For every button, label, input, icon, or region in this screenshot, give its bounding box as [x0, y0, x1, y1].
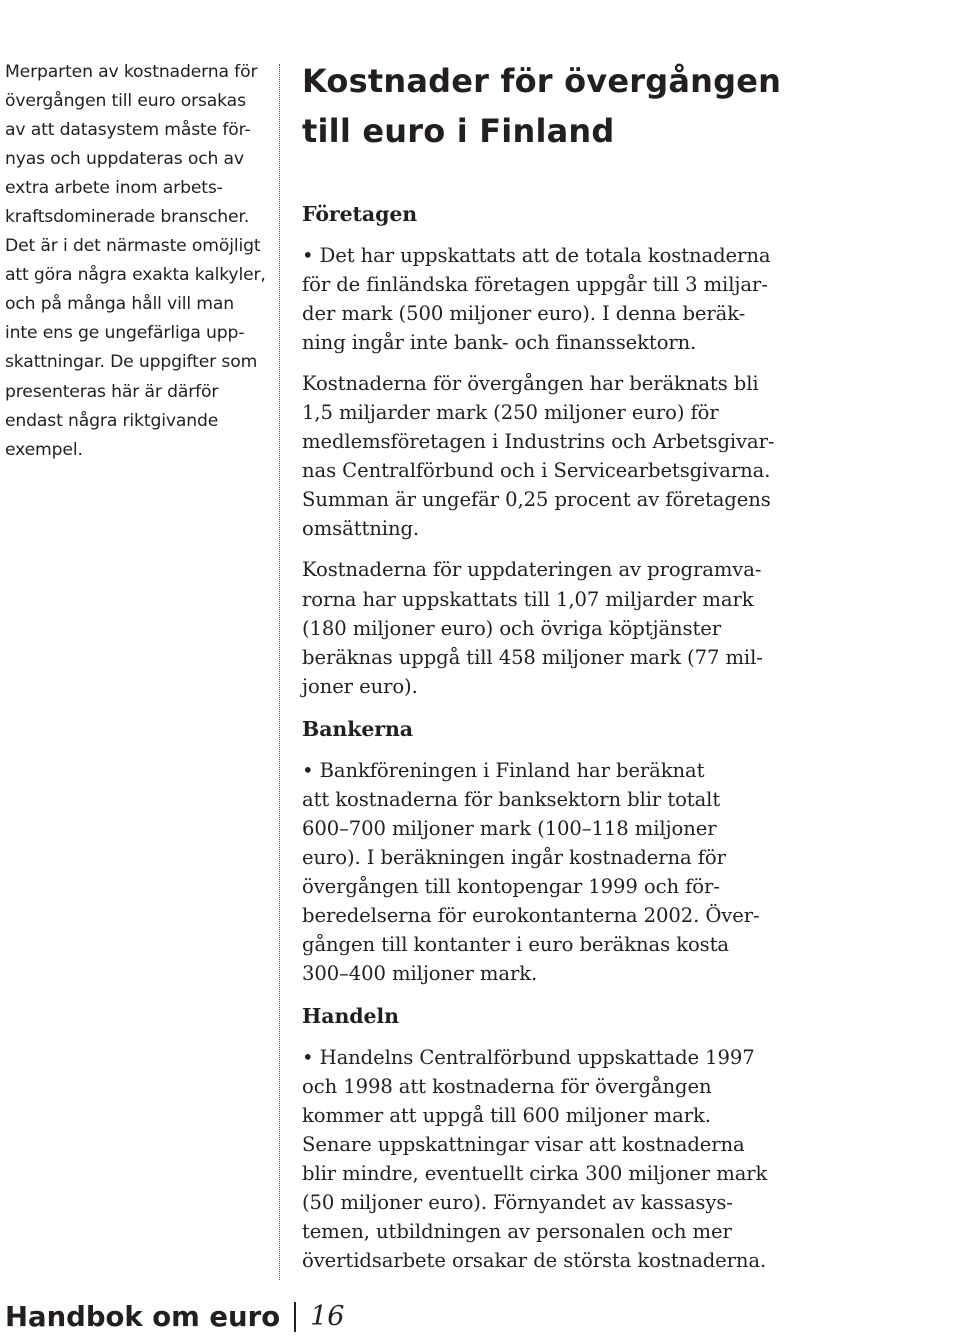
paragraph — [302, 369, 862, 543]
text-line: (50 miljoner euro). Förnyandet av kassasys- — [302, 1191, 733, 1215]
text-line: der mark (500 miljoner euro). I denna beräk- — [302, 302, 746, 326]
text-line: • Det har uppskattats att de totala kostnaderna — [302, 244, 771, 267]
page-footer — [5, 1297, 344, 1337]
text-line: kommer att uppgå till 600 miljoner mark. — [302, 1104, 711, 1128]
text-line: beräknas uppgå till 458 miljoner mark (77 mil- — [302, 645, 763, 669]
sidebar-line: presenteras här är därför — [5, 381, 219, 402]
title-line: Kostnader för övergången — [302, 62, 782, 100]
text-line: rorna har uppskattats till 1,07 miljarder mark — [302, 587, 754, 611]
text-line: 1,5 miljarder mark (250 miljoner euro) för — [302, 401, 719, 425]
text-line: ning ingår inte bank- och finanssektorn. — [302, 331, 697, 355]
text-line: Kostnaderna för uppdateringen av programva- — [302, 558, 762, 582]
section-heading: Företagen — [302, 202, 418, 226]
text-line: beredelserna för eurokontanterna 2002. Över- — [302, 903, 760, 927]
page-number: 16 — [310, 1301, 345, 1332]
text-line: temen, utbildningen av personalen och mer — [302, 1220, 732, 1244]
section-bankerna — [302, 715, 862, 988]
text-line: • Handelns Centralförbund uppskattade 1997 — [302, 1046, 755, 1070]
text-line: Summan är ungefär 0,25 procent av företagens — [302, 488, 771, 512]
text-line: nas Centralförbund och i Servicearbetsgivarna. — [302, 459, 771, 483]
sidebar-line: endast några riktgivande — [5, 410, 219, 431]
text-line: 300–400 miljoner mark. — [302, 962, 538, 986]
main-text — [302, 200, 862, 1275]
text-line: Kostnaderna för övergången har beräknats bli — [302, 372, 759, 396]
sidebar-line: Det är i det närmaste omöjligt — [5, 236, 261, 257]
text-line: övertidsarbete orsakar de största kostnaderna. — [302, 1249, 767, 1273]
paragraph — [302, 555, 862, 700]
sidebar-line: skattningar. De uppgifter som — [5, 352, 258, 373]
text-line: att kostnaderna för banksektorn blir totalt — [302, 787, 721, 811]
sidebar-line: och på många håll vill man — [5, 294, 234, 315]
book-title: Handbok om euro — [5, 1301, 281, 1333]
text-line: joner euro). — [302, 674, 418, 698]
sidebar-line: övergången till euro orsakas — [5, 91, 246, 112]
sidebar-line: Merparten av kostnaderna för — [5, 62, 258, 82]
bullet-paragraph — [302, 756, 862, 988]
text-line: Senare uppskattningar visar att kostnaderna — [302, 1133, 745, 1157]
section-heading: Bankerna — [302, 716, 413, 741]
text-line: blir mindre, eventuellt cirka 300 miljoner mark — [302, 1162, 768, 1186]
text-line: (180 miljoner euro) och övriga köptjänster — [302, 616, 722, 640]
text-line: för de finländska företagen uppgår till 3 miljar- — [302, 273, 768, 297]
text-line: 600–700 miljoner mark (100–118 miljoner — [302, 816, 717, 840]
bullet-paragraph — [302, 241, 862, 357]
text-line: gången till kontanter i euro beräknas kosta — [302, 932, 729, 956]
sidebar-line: inte ens ge ungefärliga upp- — [5, 323, 245, 344]
title-line: till euro i Finland — [302, 112, 615, 150]
sidebar-line: extra arbete inom arbets- — [5, 178, 223, 199]
text-line: omsättning. — [302, 517, 420, 541]
sidebar-line: av att datasystem måste för- — [5, 120, 251, 141]
section-heading: Handeln — [302, 1004, 399, 1029]
text-line: euro). I beräkningen ingår kostnaderna för — [302, 845, 726, 869]
text-line: övergången till kontopengar 1999 och för- — [302, 874, 720, 898]
sidebar-line: nyas och uppdateras och av — [5, 149, 244, 170]
section-handeln — [302, 1002, 862, 1275]
section-foretagen — [302, 200, 862, 701]
sidebar-line: kraftsdominerade branscher. — [5, 207, 250, 228]
sidebar-line: att göra några exakta kalkyler, — [5, 265, 266, 286]
text-line: • Bankföreningen i Finland har beräknat — [302, 758, 705, 782]
column-divider — [279, 64, 280, 1280]
text-line: medlemsföretagen i Industrins och Arbetsgivar- — [302, 430, 775, 454]
bullet-paragraph — [302, 1043, 862, 1275]
footer-separator — [294, 1302, 296, 1332]
sidebar-line: exempel. — [5, 439, 83, 460]
sidebar-note — [5, 58, 267, 465]
text-line: och 1998 att kostnaderna för övergången — [302, 1075, 712, 1099]
page-title — [302, 56, 781, 156]
